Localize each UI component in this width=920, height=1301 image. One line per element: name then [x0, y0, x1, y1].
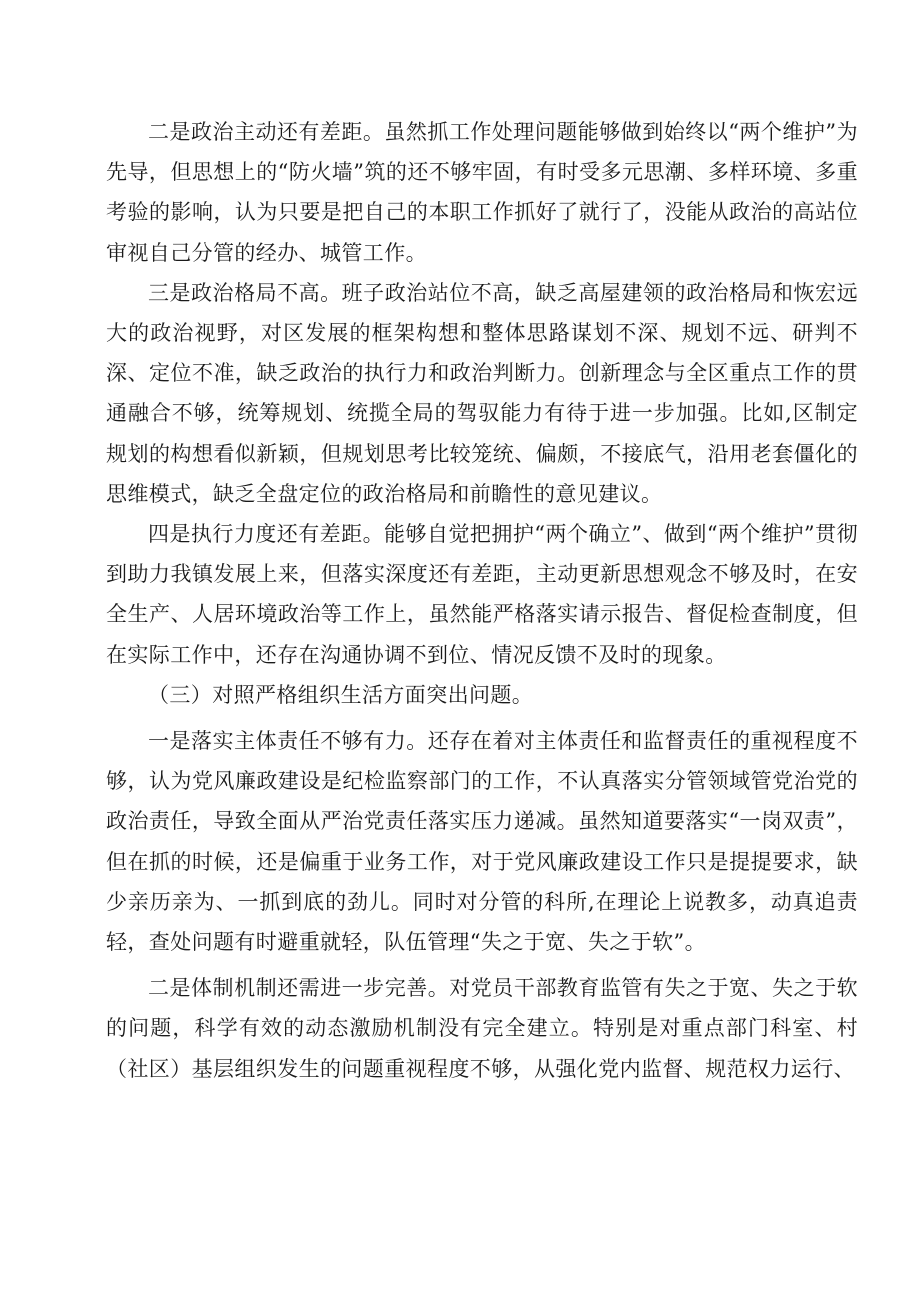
section-heading-organization-life: （三）对照严格组织生活方面突出问题。 [148, 682, 534, 707]
paragraph-political-initiative: 二是政治主动还有差距。虽然抓工作处理问题能够做到始终以“两个维护”为先导，但思想上的“防火墙”筑的还不够牢固，有时受多元思潮、多样环境、多重考验的影响，认为只要是把自己的本职工作抓好了就行了，没能从政治的高站位审视自己分管的经办、城管工作。 [106, 120, 858, 265]
document-page [106, 112, 858, 1089]
paragraph-main-responsibility: 一是落实主体责任不够有力。还存在着对主体责任和监督责任的重视程度不够，认为党风廉政建设是纪检监察部门的工作，不认真落实分管领域管党治党的政治责任，导致全面从严治党责任落实压力递减。虽然知道要落实“一岗双责”，但在抓的时候，还是偏重于业务工作，对于党风廉政建设工作只是提提要求，缺少亲历亲为、一抓到底的劲儿。同时对分管的科所,在理论上说教多，动真追责轻，查处问题有时避重就轻，队伍管理“失之于宽、失之于软”。 [106, 729, 858, 955]
paragraph-mechanism: 二是体制机制还需进一步完善。对党员干部教育监管有失之于宽、失之于软的问题，科学有效的动态激励机制没有完全建立。特别是对重点部门科室、村（社区）基层组织发生的问题重视程度不够，从强化党内监督、规范权力运行、 [106, 976, 858, 1081]
paragraph-political-vision: 三是政治格局不高。班子政治站位不高，缺乏高屋建领的政治格局和恢宏远大的政治视野，对区发展的框架构想和整体思路谋划不深、规划不远、研判不深、定位不准，缺乏政治的执行力和政治判断力。创新理念与全区重点工作的贯通融合不够，统筹规划、统揽全局的驾驭能力有待于进一步加强。比如,区制定规划的构想看似新颖，但规划思考比较笼统、偏颇，不接底气，沿用老套僵化的思维模式，缺乏全盘定位的政治格局和前瞻性的意见建议。 [106, 280, 858, 506]
paragraph-execution: 四是执行力度还有差距。能够自觉把拥护“两个确立”、做到“两个维护”贯彻到助力我镇发展上来，但落实深度还有差距，主动更新思想观念不够及时，在安全生产、人居环境政治等工作上，虽然能严格落实请示报告、督促检查制度，但在实际工作中，还存在沟通协调不到位、情况反馈不及时的现象。 [106, 522, 858, 667]
